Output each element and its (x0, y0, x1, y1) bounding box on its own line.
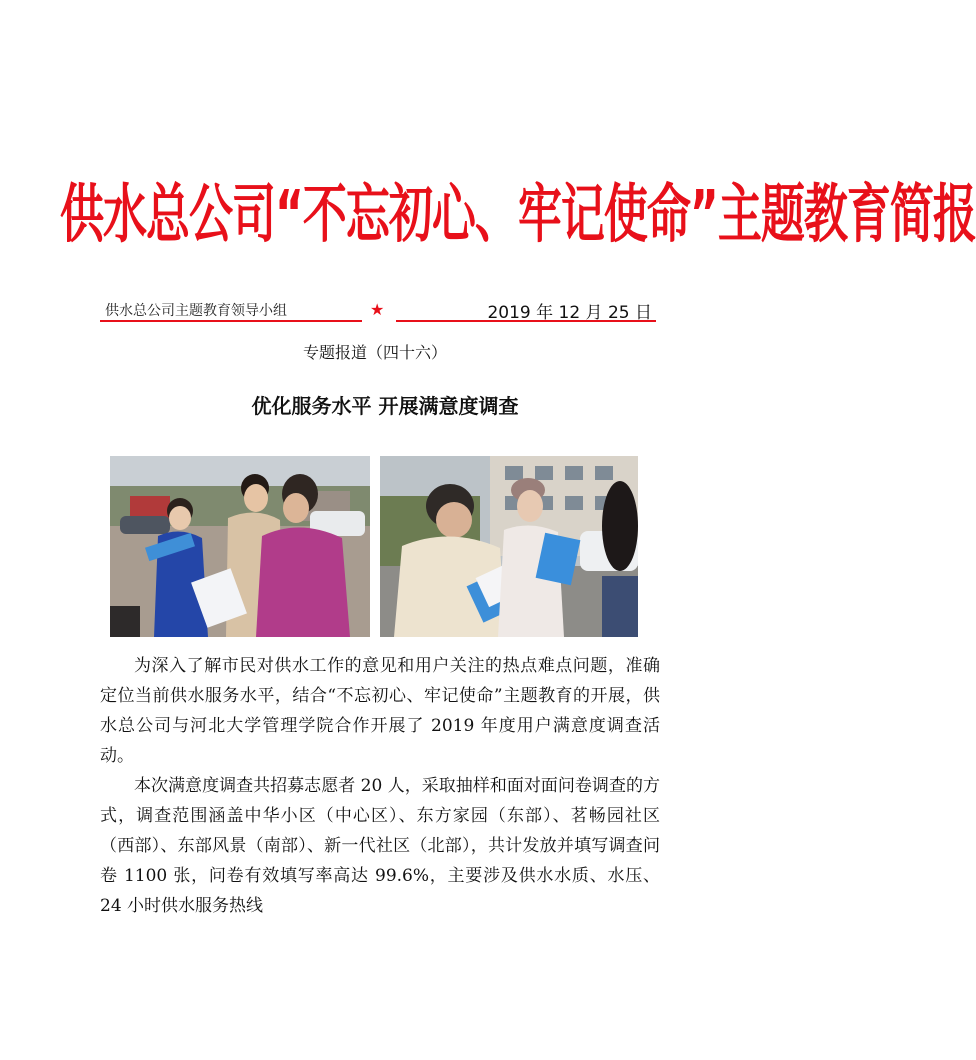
paragraph-1: 为深入了解市民对供水工作的意见和用户关注的热点难点问题，准确定位当前供水服务水平，结合“不忘初心、牢记使命”主题教育的开展，供水总公司与河北大学管理学院合作开展了 2019 年度用户满意度调查活动。 (100, 656, 660, 766)
article-headline: 优化服务水平 开展满意度调查 (251, 394, 519, 418)
paragraph-2: 本次满意度调查共招募志愿者 20 人，采取抽样和面对面问卷调查的方式，调查范围涵盖中华小区（中心区）、东方家园（东部）、茗畅园社区（西部）、东部风景（南部）、新一代社区（北部），共计发放并填写调查问卷 1100 张，问卷有效填写率高达 99.6%，主要涉及供水水质、水压、24 小时供水服务热线 (100, 776, 660, 916)
survey-photo-street (110, 456, 370, 637)
issuer-name: 供水总公司主题教育领导小组 (105, 303, 287, 319)
issue-subtitle: 专题报道（四十六） (302, 343, 447, 362)
survey-photo-residential (380, 456, 638, 637)
star-icon: ★ (370, 300, 385, 319)
issue-date: 2019 年 12 月 25 日 (487, 303, 652, 323)
red-rule-left (100, 320, 362, 322)
article-body (100, 651, 660, 921)
issuer-row (100, 298, 656, 322)
bulletin-masthead: 供水总公司“不忘初心、牢记使命”主题教育简报 (60, 178, 976, 253)
